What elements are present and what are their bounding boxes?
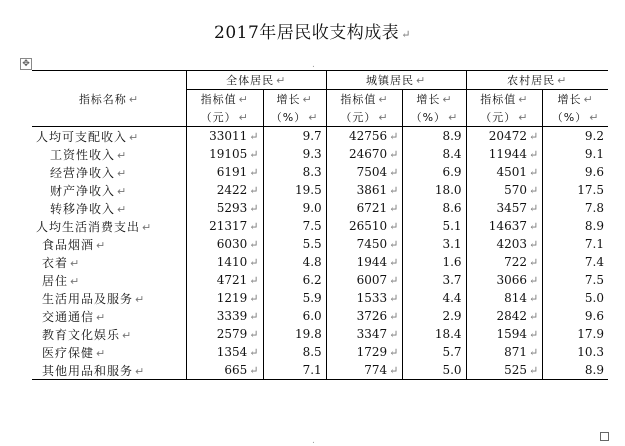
growth-cell: 9.3 <box>263 145 326 163</box>
header-growth-unit: （%） ↵ <box>403 108 466 127</box>
value-cell: 3726 ↵ <box>326 307 403 325</box>
growth-cell: 7.4 <box>584 255 604 269</box>
value-cell: 33011 ↵ <box>186 127 263 146</box>
row-label: 其他用品和服务 ↵ <box>32 361 186 380</box>
growth-cell: 18.4 <box>403 325 466 343</box>
table-row <box>32 343 608 361</box>
table-row <box>32 217 608 235</box>
header-group-urban: 城镇居民 ↵ <box>326 71 466 90</box>
growth-cell: 5.9 <box>263 289 326 307</box>
value-cell: 570 ↵ <box>466 181 543 199</box>
growth-cell: 17.9 <box>577 327 604 341</box>
row-label: 经营净收入 ↵ <box>32 163 186 181</box>
value-cell: 14637 ↵ <box>466 217 543 235</box>
value-cell: 7450 ↵ <box>326 235 403 253</box>
paragraph-mark-icon: . <box>312 436 315 446</box>
header-group-rural: 农村居民 ↵ <box>466 71 608 90</box>
table-row <box>32 127 608 146</box>
header-value-unit: （元） ↵ <box>466 108 543 127</box>
growth-cell: 1.6 <box>403 253 466 271</box>
value-cell: 525 ↵ <box>466 361 543 380</box>
growth-cell: 19.5 <box>263 181 326 199</box>
value-cell: 20472 ↵ <box>466 127 543 146</box>
value-cell: 3339 ↵ <box>186 307 263 325</box>
row-label: 人均可支配收入 ↵ <box>32 127 186 146</box>
header-indicator: 指标名称 ↵ <box>32 71 186 127</box>
value-cell: 722 ↵ <box>466 253 543 271</box>
row-label: 财产净收入 ↵ <box>32 181 186 199</box>
value-cell: 2842 ↵ <box>466 307 543 325</box>
growth-cell: 8.5 <box>263 343 326 361</box>
title-text: 2017年居民收支构成表 <box>214 23 400 43</box>
table-row <box>32 181 608 199</box>
growth-cell: 7.1 <box>263 361 326 380</box>
row-label: 教育文化娱乐 ↵ <box>32 325 186 343</box>
growth-cell: 9.6 <box>584 309 604 323</box>
header-growth: 增长 ↵ <box>403 90 466 109</box>
table-title <box>0 18 625 43</box>
value-cell: 26510 ↵ <box>326 217 403 235</box>
growth-cell: 7.1 <box>584 237 604 251</box>
growth-cell: 10.3 <box>577 345 604 359</box>
growth-cell: 8.9 <box>403 127 466 146</box>
value-cell: 2422 ↵ <box>186 181 263 199</box>
table-row <box>32 235 608 253</box>
table-row <box>32 289 608 307</box>
row-label: 居住 ↵ <box>32 271 186 289</box>
growth-cell: 5.7 <box>403 343 466 361</box>
header-value-unit: （元） ↵ <box>326 108 403 127</box>
row-label: 人均生活消费支出 ↵ <box>32 217 186 235</box>
row-label: 食品烟酒 ↵ <box>32 235 186 253</box>
move-arrows-icon[interactable]: ✥ <box>20 58 32 70</box>
growth-cell: 9.6 <box>584 165 604 179</box>
growth-cell: 5.5 <box>263 235 326 253</box>
value-cell: 814 ↵ <box>466 289 543 307</box>
growth-cell: 2.9 <box>403 307 466 325</box>
growth-cell: 9.0 <box>263 199 326 217</box>
value-cell: 1410 ↵ <box>186 253 263 271</box>
value-cell: 6007 ↵ <box>326 271 403 289</box>
growth-cell: 4.8 <box>263 253 326 271</box>
row-label: 工资性收入 ↵ <box>32 145 186 163</box>
growth-cell: 3.7 <box>403 271 466 289</box>
row-label: 衣着 ↵ <box>32 253 186 271</box>
table-row <box>32 163 608 181</box>
growth-cell: 8.6 <box>403 199 466 217</box>
value-cell: 871 ↵ <box>466 343 543 361</box>
header-indicator-label: 指标名称 <box>78 92 127 106</box>
value-cell: 6191 ↵ <box>186 163 263 181</box>
value-cell: 21317 ↵ <box>186 217 263 235</box>
value-cell: 1533 ↵ <box>326 289 403 307</box>
header-value: 指标值 ↵ <box>186 90 263 109</box>
growth-cell: 9.7 <box>263 127 326 146</box>
value-cell: 3861 ↵ <box>326 181 403 199</box>
value-cell: 4203 ↵ <box>466 235 543 253</box>
value-cell: 4721 ↵ <box>186 271 263 289</box>
value-cell: 6721 ↵ <box>326 199 403 217</box>
growth-cell: 9.2 <box>584 129 604 143</box>
growth-cell: 6.2 <box>263 271 326 289</box>
growth-cell: 5.0 <box>584 291 604 305</box>
table-row <box>32 253 608 271</box>
header-value-unit: （元） ↵ <box>186 108 263 127</box>
value-cell: 3066 ↵ <box>466 271 543 289</box>
value-cell: 5293 ↵ <box>186 199 263 217</box>
value-cell: 24670 ↵ <box>326 145 403 163</box>
value-cell: 7504 ↵ <box>326 163 403 181</box>
paragraph-mark-icon: ↵ <box>401 28 411 41</box>
growth-cell: 7.5 <box>584 273 604 287</box>
growth-cell: 5.0 <box>403 361 466 380</box>
value-cell: 19105 ↵ <box>186 145 263 163</box>
header-growth-unit: （%） ↵ <box>543 108 608 127</box>
row-label: 生活用品及服务 ↵ <box>32 289 186 307</box>
value-cell: 11944 ↵ <box>466 145 543 163</box>
value-cell: 4501 ↵ <box>466 163 543 181</box>
value-cell: 1944 ↵ <box>326 253 403 271</box>
table-resize-handle[interactable] <box>600 432 609 441</box>
header-growth-unit: （%） ↵ <box>263 108 326 127</box>
table-row <box>32 361 608 380</box>
growth-cell: 8.9 <box>584 219 604 233</box>
growth-cell: 17.5 <box>577 183 604 197</box>
growth-cell: 5.1 <box>403 217 466 235</box>
row-label: 医疗保健 ↵ <box>32 343 186 361</box>
row-label: 转移净收入 ↵ <box>32 199 186 217</box>
header-group-all: 全体居民 ↵ <box>186 71 326 90</box>
growth-cell: 18.0 <box>403 181 466 199</box>
table-row <box>32 271 608 289</box>
value-cell: 3457 ↵ <box>466 199 543 217</box>
income-expenditure-table <box>32 70 608 380</box>
growth-cell: 3.1 <box>403 235 466 253</box>
table-row <box>32 199 608 217</box>
table-row <box>32 325 608 343</box>
row-label: 交通通信 ↵ <box>32 307 186 325</box>
growth-cell: 19.8 <box>263 325 326 343</box>
value-cell: 1594 ↵ <box>466 325 543 343</box>
value-cell: 2579 ↵ <box>186 325 263 343</box>
table-row <box>32 307 608 325</box>
growth-cell: 4.4 <box>403 289 466 307</box>
table-row <box>32 145 608 163</box>
header-value: 指标值 ↵ <box>466 90 543 109</box>
value-cell: 1354 ↵ <box>186 343 263 361</box>
value-cell: 665 ↵ <box>186 361 263 380</box>
growth-cell: 8.9 <box>543 361 608 380</box>
header-growth: 增长 ↵ <box>557 93 594 106</box>
value-cell: 3347 ↵ <box>326 325 403 343</box>
value-cell: 1729 ↵ <box>326 343 403 361</box>
growth-cell: 9.1 <box>584 147 604 161</box>
growth-cell: 8.4 <box>403 145 466 163</box>
growth-cell: 7.8 <box>584 201 604 215</box>
value-cell: 42756 ↵ <box>326 127 403 146</box>
growth-cell: 7.5 <box>263 217 326 235</box>
header-value: 指标值 ↵ <box>326 90 403 109</box>
growth-cell: 6.9 <box>403 163 466 181</box>
growth-cell: 6.0 <box>263 307 326 325</box>
header-growth: 增长 ↵ <box>263 90 326 109</box>
paragraph-mark-icon: . <box>312 60 315 70</box>
value-cell: 774 ↵ <box>326 361 403 380</box>
value-cell: 6030 ↵ <box>186 235 263 253</box>
value-cell: 1219 ↵ <box>186 289 263 307</box>
growth-cell: 8.3 <box>263 163 326 181</box>
